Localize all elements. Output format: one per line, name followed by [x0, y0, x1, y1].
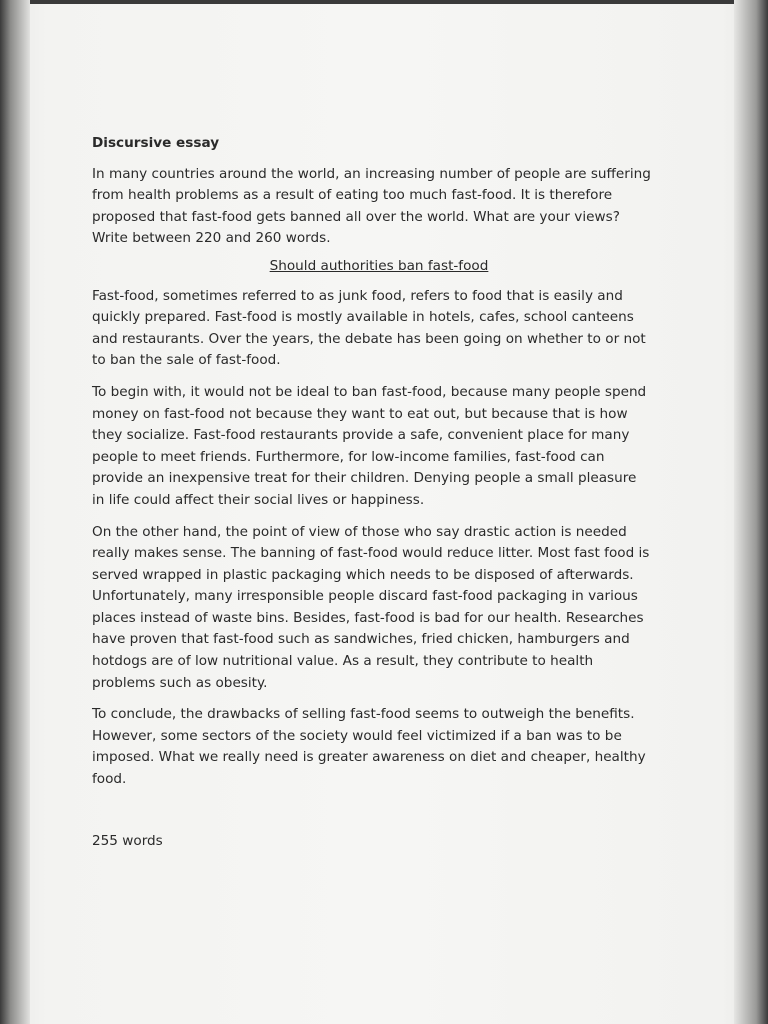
document-title: Discursive essay — [92, 135, 220, 151]
scan-right-edge — [734, 0, 768, 1024]
essay-content — [92, 133, 652, 852]
scan-left-edge — [0, 0, 30, 1024]
essay-prompt: In many countries around the world, an increasing number of people are suffering from health problems as a result of eating too much fast-food. It is therefore proposed that fast-food gets banned all over the world. What are your views? Write between 220 and 260 words. — [92, 165, 651, 247]
paragraph-for-ban: On the other hand, the point of view of those who say drastic action is needed really makes sense. The banning of fast-food would reduce litter. Most fast food is served wrapped in plastic packaging which needs to be disposed of afterwards. Unfortunately, many irresponsible people discard fast-food packaging in various places instead of waste bins. Besides, fast-food is bad for our health. Researches have proven that fast-food such as sandwiches, fried chicken, hamburgers and hotdogs are of low nutritional value. As a result, they contribute to health problems such as obesity. — [92, 523, 650, 691]
paragraph-conclusion: To conclude, the drawbacks of selling fast-food seems to outweigh the benefits. However, some sectors of the society would feel victimized if a ban was to be imposed. What we really need is greater awareness on diet and cheaper, healthy food. — [92, 706, 646, 788]
paragraph-against-ban: To begin with, it would not be ideal to ban fast-food, because many people spend money on fast-food not because they want to eat out, but because that is how they socialize. Fast-food restaurants provide a safe, convenient place for many people to meet friends. Furthermore, for low-income families, fast-food can provide an inexpensive treat for their children. Denying people a small pleasure in life could affect their social lives or happiness. — [92, 383, 647, 508]
scan-top-edge — [0, 0, 768, 4]
paragraph-introduction: Fast-food, sometimes referred to as junk food, refers to food that is easily and quickly prepared. Fast-food is mostly available in hotels, cafes, school canteens and restaurants. Over the years, the debate has been going on whether to or not to ban the sale of fast-food. — [92, 287, 646, 369]
word-count: 255 words — [92, 832, 163, 849]
essay-heading: Should authorities ban fast-food — [269, 257, 489, 274]
